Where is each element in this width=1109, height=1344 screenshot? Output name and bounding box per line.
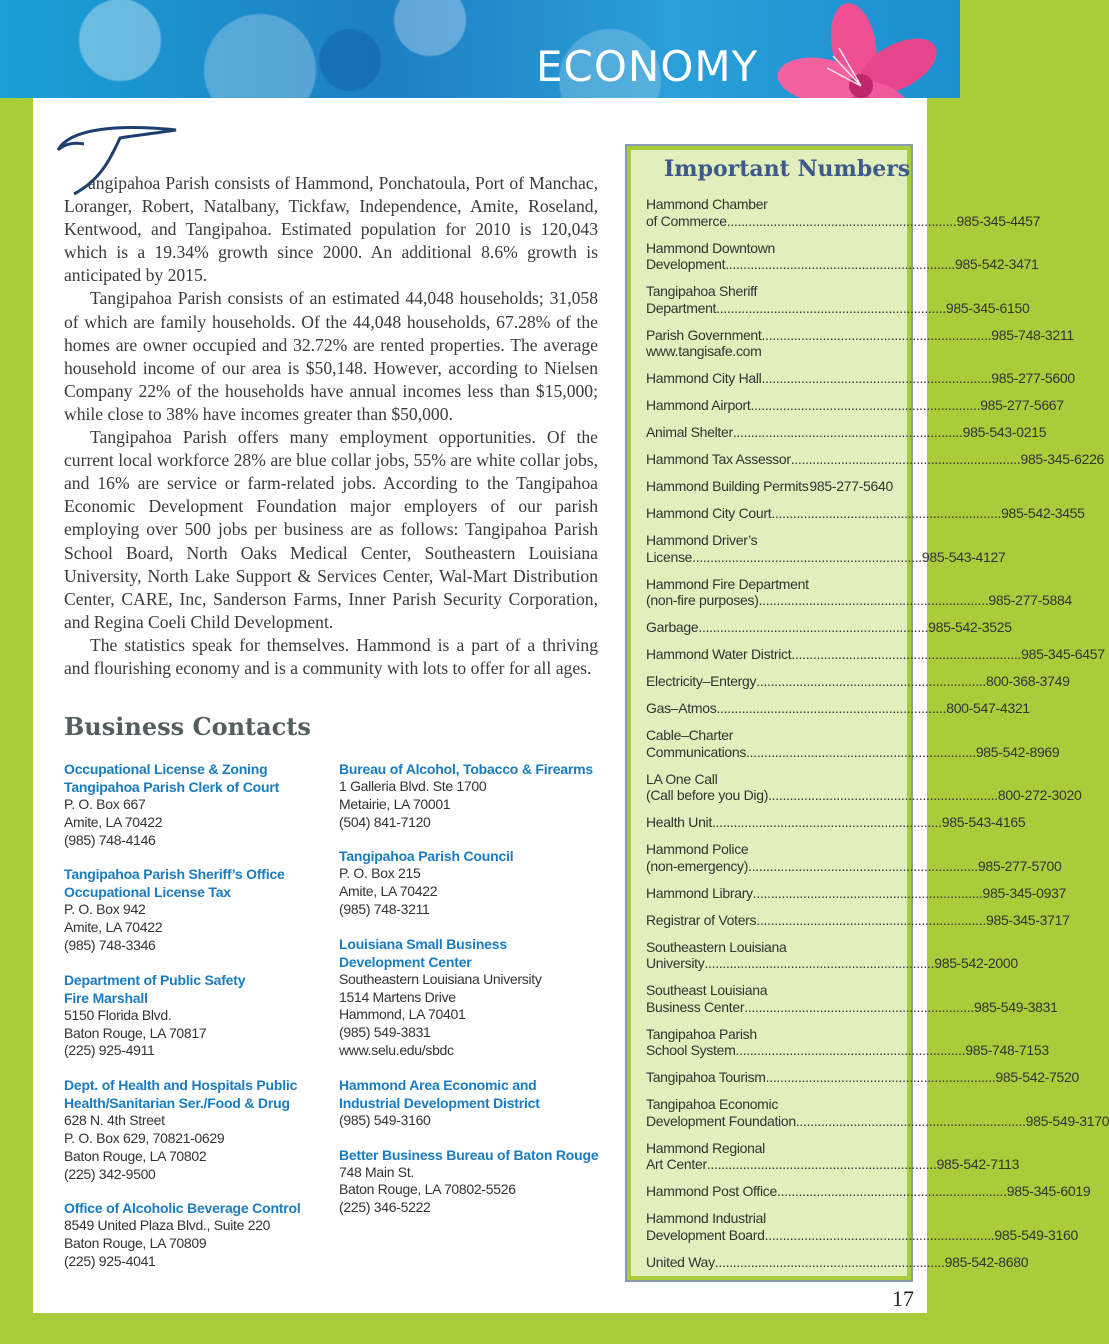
dot-leader xyxy=(744,999,974,1016)
number-entry-label: Tangipahoa Sheriff xyxy=(646,283,758,299)
contact-line: 5150 Florida Blvd. xyxy=(64,1006,172,1023)
phone-number: 985-345-0937 xyxy=(982,884,1067,901)
contact-line: (985) 748-3211 xyxy=(339,900,430,917)
number-entry-row xyxy=(646,505,1085,522)
number-entry-row xyxy=(646,370,1075,387)
number-entry xyxy=(646,239,1039,273)
number-entry xyxy=(646,397,1064,414)
number-entry xyxy=(646,575,1072,609)
phone-number: 985-542-3525 xyxy=(928,619,1012,635)
number-entry-row xyxy=(646,326,1074,344)
number-entry-name: Communications xyxy=(646,743,747,760)
number-entry-name: Health Unit xyxy=(646,814,712,830)
number-entry-name: (non-fire purposes) xyxy=(646,592,759,608)
dot-leader xyxy=(750,397,980,414)
contact-entry xyxy=(64,971,334,1060)
phone-number: 985-277-5667 xyxy=(980,397,1064,413)
contact-line: (225) 925-4911 xyxy=(64,1042,155,1059)
number-entry xyxy=(646,478,893,495)
dot-leader xyxy=(735,1042,965,1059)
number-entry-label: Hammond Driver’s xyxy=(646,532,758,548)
number-entry-row xyxy=(646,1069,1079,1086)
number-entry-name: of Commerce xyxy=(646,212,727,229)
contact-line: 8549 United Plaza Blvd., Suite 220 xyxy=(64,1217,271,1234)
number-entry xyxy=(646,884,1067,902)
phone-number: 985-748-3211 xyxy=(991,326,1074,343)
number-entry-label: Tangipahoa Economic xyxy=(646,1096,779,1112)
contact-title: Office of Alcoholic Beverage Control xyxy=(64,1200,301,1217)
intro-paragraph-1 xyxy=(64,172,598,287)
phone-number: 985-542-2000 xyxy=(934,955,1018,971)
contacts-column-right xyxy=(339,760,609,1233)
number-entry-row xyxy=(646,548,1006,566)
number-entry-name: Hammond City Court xyxy=(646,505,772,521)
number-entry-row xyxy=(646,1226,1078,1244)
dot-leader xyxy=(748,858,978,875)
contact-line: Southeastern Louisiana University xyxy=(339,970,542,987)
phone-number: 985-345-6457 xyxy=(1021,646,1105,662)
number-entry-name: Parish Government xyxy=(646,326,762,343)
dot-leader xyxy=(704,955,934,972)
dot-leader xyxy=(698,619,928,636)
contacts-column-left xyxy=(64,760,334,1287)
number-entry-name: Hammond Water District xyxy=(646,646,792,662)
number-entry xyxy=(646,938,1018,972)
dot-leader xyxy=(746,744,976,761)
phone-number: 985-542-7113 xyxy=(936,1156,1020,1172)
number-entry-label: LA One Call xyxy=(646,770,718,787)
number-entry xyxy=(646,911,1070,929)
contact-line: Amite, LA 70422 xyxy=(64,813,163,830)
dot-leader xyxy=(762,370,992,387)
number-entry-row xyxy=(646,299,1030,317)
important-numbers-heading: Important Numbers xyxy=(664,156,911,182)
contact-title: Dept. of Health and Hospitals Public xyxy=(64,1077,298,1094)
number-entry-row xyxy=(646,911,1070,929)
dot-leader xyxy=(707,1156,937,1173)
contact-line: (985) 748-4146 xyxy=(64,831,156,848)
phone-number: 985-542-3471 xyxy=(954,256,1039,272)
dot-leader xyxy=(715,1254,945,1271)
dot-leader xyxy=(756,912,986,929)
phone-number: 985-542-7520 xyxy=(995,1069,1079,1085)
contact-title: Health/Sanitarian Ser./Food & Drug xyxy=(64,1095,290,1112)
number-entry-label: Hammond Downtown xyxy=(646,239,776,256)
dot-leader xyxy=(766,1069,996,1086)
number-entry-row xyxy=(646,743,1060,761)
contact-line: (985) 549-3160 xyxy=(339,1111,431,1128)
intro-paragraph-4: The statistics speak for themselves. Hammond is a part of a thriving and flourishing economy and is a community with lots to offer for all ages. xyxy=(64,634,598,678)
number-entry-name: Hammond Airport xyxy=(646,397,751,413)
number-entry xyxy=(646,532,1006,565)
contact-line: P. O. Box 215 xyxy=(339,865,421,882)
contact-entry xyxy=(339,1146,609,1217)
number-entry xyxy=(646,619,1012,636)
contact-entry xyxy=(64,1076,334,1183)
number-entry-row xyxy=(646,673,1070,690)
number-entry xyxy=(646,1096,1109,1129)
number-entry xyxy=(646,1025,1049,1059)
number-entry-label: Hammond Police xyxy=(646,841,749,857)
intro-text xyxy=(64,172,598,680)
phone-number: 985-549-3160 xyxy=(994,1226,1078,1243)
dropcap-text: T xyxy=(50,20,51,21)
dot-leader xyxy=(727,213,957,230)
number-entry-label: Hammond Regional xyxy=(646,1139,765,1156)
number-entry-row xyxy=(646,256,1039,273)
contact-title: Department of Public Safety xyxy=(64,971,246,988)
number-entry-name: Hammond Tax Assessor xyxy=(646,451,791,467)
number-entry-row xyxy=(646,814,1026,831)
number-entry xyxy=(646,1253,1029,1271)
number-entry xyxy=(646,646,1105,663)
phone-number: 985-277-5600 xyxy=(991,370,1075,386)
number-entry-name: (Call before you Dig) xyxy=(646,787,769,803)
number-entry xyxy=(646,700,1030,717)
number-entry xyxy=(646,673,1070,690)
phone-number: 985-748-7153 xyxy=(965,1042,1049,1058)
phone-number: 985-345-4457 xyxy=(956,212,1041,229)
number-entry xyxy=(646,982,1058,1015)
contact-line: 1 Galleria Blvd. Ste 1700 xyxy=(339,778,487,794)
contact-line: Hammond, LA 70401 xyxy=(339,1006,466,1023)
phone-number: 985-542-8969 xyxy=(975,743,1060,760)
phone-number: 985-543-4165 xyxy=(941,814,1026,830)
phone-number: 985-543-0215 xyxy=(962,424,1047,440)
number-entry-row xyxy=(646,592,1072,609)
dot-leader xyxy=(733,424,963,441)
number-entry xyxy=(646,1139,1020,1173)
number-entry-name: Art Center xyxy=(646,1156,707,1172)
contact-title: Bureau of Alcohol, Tobacco & Firearms xyxy=(339,761,593,777)
number-entry-row xyxy=(646,1156,1020,1173)
contact-title: Tangipahoa Parish Council xyxy=(339,848,514,865)
number-entry-name: Garbage xyxy=(646,619,699,635)
contact-entry xyxy=(64,1199,334,1270)
contact-line: Baton Rouge, LA 70809 xyxy=(64,1235,207,1252)
phone-number: 985-549-3170 xyxy=(1025,1112,1109,1129)
number-entry-row xyxy=(646,212,1041,230)
contact-line: Baton Rouge, LA 70817 xyxy=(64,1024,207,1041)
dot-leader xyxy=(777,1183,1007,1200)
phone-number: 985-277-5884 xyxy=(988,592,1072,608)
phone-number: 985-543-4127 xyxy=(921,548,1006,565)
dot-leader xyxy=(791,646,1021,663)
contact-entry xyxy=(339,935,609,1060)
contact-line: (504) 841-7120 xyxy=(339,813,431,830)
phone-number: 800-272-3020 xyxy=(997,787,1082,803)
number-entry-label: Hammond Fire Department xyxy=(646,575,809,592)
contact-title: Better Business Bureau of Baton Rouge xyxy=(339,1146,599,1163)
phone-number: 800-547-4321 xyxy=(946,700,1030,716)
dot-leader xyxy=(712,814,942,831)
phone-number: 985-277-5640 xyxy=(809,478,893,494)
dot-leader xyxy=(765,1227,995,1244)
number-entry-row xyxy=(646,700,1030,717)
number-entry xyxy=(646,1183,1091,1200)
number-entry xyxy=(646,283,1030,316)
number-entry-row xyxy=(646,619,1012,636)
number-entry xyxy=(646,505,1085,522)
contact-line: 748 Main St. xyxy=(339,1163,414,1180)
dot-leader xyxy=(756,673,986,690)
number-entry-row xyxy=(646,451,1105,468)
contact-entry xyxy=(64,865,334,954)
dot-leader xyxy=(796,1113,1026,1130)
number-entry-row xyxy=(646,1112,1109,1130)
number-entry-row xyxy=(646,998,1058,1016)
intro-paragraph-3: Tangipahoa Parish offers many employment opportunities. Of the current local workforce 28% are blue collar jobs, 55% are white collar jobs, and 16% are service or farm-related jobs. According to the Tangipahoa Economic Development Foundation major employers of our parish employing over 500 jobs per business are as follows: Tangipahoa Parish School Board, North Oaks Medical Center, Southeastern Louisiana University, North Lake Support & Services Center, Wal-Mart Distribution Center, CARE, Inc, Sanderson Farms, Inner Parish Security Corporation, and Regina Coeli Child Development. xyxy=(64,427,598,632)
business-contacts-heading: Business Contacts xyxy=(64,712,311,741)
contact-line: P. O. Box 942 xyxy=(64,901,146,918)
contact-entry xyxy=(339,1076,609,1130)
dot-leader xyxy=(759,592,989,609)
number-entry-name: Development Foundation xyxy=(646,1112,796,1129)
contact-title: Tangipahoa Parish Sheriff’s Office xyxy=(64,866,285,883)
number-entry-name: (non-emergency) xyxy=(646,857,749,874)
intro-paragraph-1-text: angipahoa Parish consists of Hammond, Ponchatoula, Port of Manchac, Loranger, Robert, Natalbany, Tickfaw, Independence, Amite, Roseland, Kentwood, and Tangipahoa. Estimated population for 2010 is 120,043 which is a 19.34% growth since 2000. An additional 8.6% growth is anticipated by 2015. xyxy=(64,173,598,286)
number-entry-label: Cable–Charter xyxy=(646,727,734,743)
contact-entry xyxy=(339,847,609,918)
number-entry-name: Hammond City Hall xyxy=(646,370,762,386)
contact-line: (225) 925-4041 xyxy=(64,1252,156,1269)
number-entry xyxy=(646,1069,1079,1086)
contact-line: Amite, LA 70422 xyxy=(64,919,163,936)
contact-title: Development Center xyxy=(339,953,472,970)
number-entry xyxy=(646,727,1060,760)
dot-leader xyxy=(692,549,922,566)
contact-line: Baton Rouge, LA 70802 xyxy=(64,1147,207,1164)
number-entry-name: Hammond Post Office xyxy=(646,1183,777,1199)
number-entry-label: Hammond Industrial xyxy=(646,1210,766,1226)
phone-number: 985-277-5700 xyxy=(977,857,1062,874)
phone-number: 985-542-3455 xyxy=(1001,505,1085,521)
number-entry-name: School System xyxy=(646,1042,736,1058)
dot-leader xyxy=(725,256,955,273)
number-entry xyxy=(646,814,1026,831)
number-entry-name: United Way xyxy=(646,1253,715,1270)
contact-line: www.selu.edu/sbdc xyxy=(339,1041,454,1058)
number-entry xyxy=(646,424,1047,441)
contact-title: Hammond Area Economic and xyxy=(339,1076,537,1093)
important-numbers-list xyxy=(646,196,1109,1281)
contact-title: Industrial Development District xyxy=(339,1094,540,1111)
contact-line: Amite, LA 70422 xyxy=(339,883,438,900)
number-entry-name: University xyxy=(646,955,705,971)
number-entry-name: Tangipahoa Tourism xyxy=(646,1069,766,1085)
contact-entry xyxy=(64,760,334,849)
contact-line: (985) 549-3831 xyxy=(339,1024,431,1041)
number-entry-row xyxy=(646,478,893,495)
number-entry-label: Tangipahoa Parish xyxy=(646,1025,757,1042)
number-entry-name: Department xyxy=(646,299,717,316)
number-entry xyxy=(646,326,1074,360)
contact-line: Baton Rouge, LA 70802-5526 xyxy=(339,1181,516,1198)
contact-title: Tangipahoa Parish Clerk of Court xyxy=(64,779,280,795)
number-entry-name: Hammond Library xyxy=(646,884,753,901)
phone-number: 985-345-6019 xyxy=(1006,1183,1091,1199)
number-entry xyxy=(646,451,1105,468)
number-entry-label: Southeast Louisiana xyxy=(646,982,768,998)
contact-line: 628 N. 4th Street xyxy=(64,1112,165,1129)
number-entry-row xyxy=(646,424,1047,441)
contact-title: Fire Marshall xyxy=(64,989,148,1006)
number-entry xyxy=(646,196,1041,229)
number-entry-row xyxy=(646,857,1062,875)
dot-leader xyxy=(753,885,983,902)
contact-line: 1514 Martens Drive xyxy=(339,988,456,1005)
number-entry-row xyxy=(646,1253,1029,1271)
number-entry-name: Business Center xyxy=(646,998,745,1015)
number-entry-row xyxy=(646,955,1018,972)
number-entry-name: Gas–Atmos xyxy=(646,700,717,716)
dot-leader xyxy=(771,505,1001,522)
number-entry-row xyxy=(646,884,1067,902)
number-entry-name: License xyxy=(646,548,693,565)
phone-number: 985-345-6150 xyxy=(945,299,1030,316)
number-entry-row xyxy=(646,646,1105,663)
dot-leader xyxy=(791,451,1021,468)
number-entry-label: Southeastern Louisiana xyxy=(646,938,787,955)
number-entry xyxy=(646,1210,1078,1243)
dot-leader xyxy=(768,787,998,804)
contact-line: Metairie, LA 70001 xyxy=(339,795,451,812)
contact-line: (985) 748-3346 xyxy=(64,936,156,953)
phone-number: 985-345-3717 xyxy=(986,911,1070,928)
contact-title: Louisiana Small Business xyxy=(339,935,507,952)
page-number: 17 xyxy=(892,1286,914,1311)
contact-line: (225) 342-9500 xyxy=(64,1165,156,1182)
dot-leader xyxy=(716,300,946,317)
number-entry-name: Hammond Building Permits xyxy=(646,478,809,494)
number-entry-name: Development Board xyxy=(646,1226,765,1243)
number-entry-row xyxy=(646,1183,1091,1200)
contact-title: Occupational License & Zoning xyxy=(64,761,268,777)
contact-entry xyxy=(339,760,609,831)
number-entry-name: Registrar of Voters xyxy=(646,911,757,928)
phone-number: 800-368-3749 xyxy=(985,673,1070,689)
number-entry xyxy=(646,370,1075,387)
phone-number: 985-542-8680 xyxy=(944,1253,1029,1270)
number-entry-name: Development xyxy=(646,256,726,272)
intro-paragraph-2: Tangipahoa Parish consists of an estimated 44,048 households; 31,058 of which are family households. Of the 44,048 households, 67.28% of the homes are owner occupied and 32.72% are rented properties. The average household income of our area is $50,148. However, according to Nielsen Company 22% of the households have annual incomes less than $15,000; while close to 38% have incomes greater than $50,000. xyxy=(64,288,598,424)
number-entry-row xyxy=(646,787,1082,804)
number-entry xyxy=(646,841,1062,874)
contact-line: (225) 346-5222 xyxy=(339,1199,431,1216)
dot-leader xyxy=(716,700,946,717)
phone-number: 985-345-6226 xyxy=(1020,451,1105,467)
number-entry-name: Electricity–Entergy xyxy=(646,673,757,689)
number-entry-row xyxy=(646,1042,1049,1059)
number-entry-label: Hammond Chamber xyxy=(646,196,768,212)
contact-line: P. O. Box 667 xyxy=(64,796,146,812)
number-entry xyxy=(646,770,1082,804)
section-title: ECONOMY xyxy=(536,42,759,91)
contact-title: Occupational License Tax xyxy=(64,884,231,901)
number-entry-name: Animal Shelter xyxy=(646,424,733,440)
phone-number: 985-549-3831 xyxy=(973,998,1058,1015)
dot-leader xyxy=(762,327,992,344)
number-entry-row xyxy=(646,397,1064,414)
number-entry-note: www.tangisafe.com xyxy=(646,343,762,359)
contact-line: P. O. Box 629, 70821-0629 xyxy=(64,1129,225,1146)
